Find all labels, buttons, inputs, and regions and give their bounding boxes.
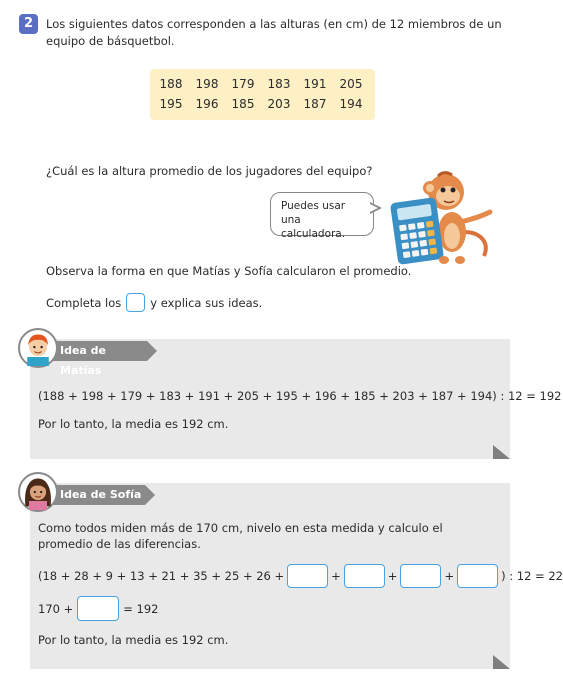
exercise-intro: Los siguientes datos corresponden a las alturas (en cm) de 12 miembros de un equipo de básquetbol.: [46, 17, 502, 48]
height-value: 183: [267, 77, 291, 91]
speech-bubble: Puedes usar una calculadora.: [270, 192, 374, 236]
complete-instruction: [46, 293, 262, 312]
sofia-final-step: [38, 596, 159, 621]
height-value: 198: [195, 77, 219, 91]
sofia-step-right: = 192: [123, 601, 159, 616]
answer-blank-5[interactable]: [77, 596, 119, 621]
matias-conclusion: Por lo tanto, la media es 192 cm.: [38, 417, 229, 431]
question-text: ¿Cuál es la altura promedio de los jugadores del equipo?: [46, 164, 373, 178]
page-corner-fold: [493, 445, 510, 459]
exercise-number: 2: [19, 14, 38, 34]
plus-sign: +: [444, 569, 455, 583]
page-corner-fold: [493, 655, 510, 669]
heights-row-1: [150, 77, 375, 91]
height-value: 191: [303, 77, 327, 91]
heights-table: [150, 69, 375, 120]
answer-blank-4[interactable]: [457, 564, 498, 588]
answer-blank-3[interactable]: [400, 564, 441, 588]
answer-blank-1[interactable]: [287, 564, 328, 588]
blank-box-icon: [126, 293, 145, 312]
height-value: 179: [231, 77, 255, 91]
height-value: 203: [267, 97, 291, 111]
monkey-calculator-illustration: [394, 170, 498, 266]
plus-sign: +: [331, 569, 341, 583]
plus-sign: +: [387, 569, 398, 583]
answer-blank-2[interactable]: [344, 564, 385, 588]
complete-text-after: y explica sus ideas.: [150, 295, 263, 310]
height-value: 194: [339, 97, 363, 111]
matias-idea-tag: Idea de Matías: [52, 341, 147, 361]
height-value: 205: [339, 77, 363, 91]
sofia-explanation: Como todos miden más de 170 cm, nivelo en esta medida y calculo el promedio de las diferencias.: [38, 521, 443, 551]
sofia-avatar: [18, 472, 58, 512]
height-value: 196: [195, 97, 219, 111]
sofia-formula: [38, 564, 563, 588]
height-value: 195: [159, 97, 183, 111]
height-value: 188: [159, 77, 183, 91]
height-value: 187: [303, 97, 327, 111]
observe-instruction: Observa la forma en que Matías y Sofía calcularon el promedio.: [46, 264, 412, 278]
sofia-formula-start: (18 + 28 + 9 + 13 + 21 + 35 + 25 + 26 +: [38, 569, 285, 583]
sofia-conclusion: Por lo tanto, la media es 192 cm.: [38, 633, 229, 647]
matias-formula: (188 + 198 + 179 + 183 + 191 + 205 + 195 + 196 + 185 + 203 + 187 + 194) : 12 = 192: [38, 389, 562, 403]
complete-text-before: Completa los: [46, 295, 122, 310]
matias-avatar: [18, 328, 58, 368]
sofia-formula-end: ) : 12 = 22: [501, 569, 563, 583]
sofia-step-left: 170 +: [38, 601, 74, 616]
heights-row-2: [150, 97, 375, 111]
height-value: 185: [231, 97, 255, 111]
sofia-idea-tag: Idea de Sofía: [52, 485, 145, 505]
